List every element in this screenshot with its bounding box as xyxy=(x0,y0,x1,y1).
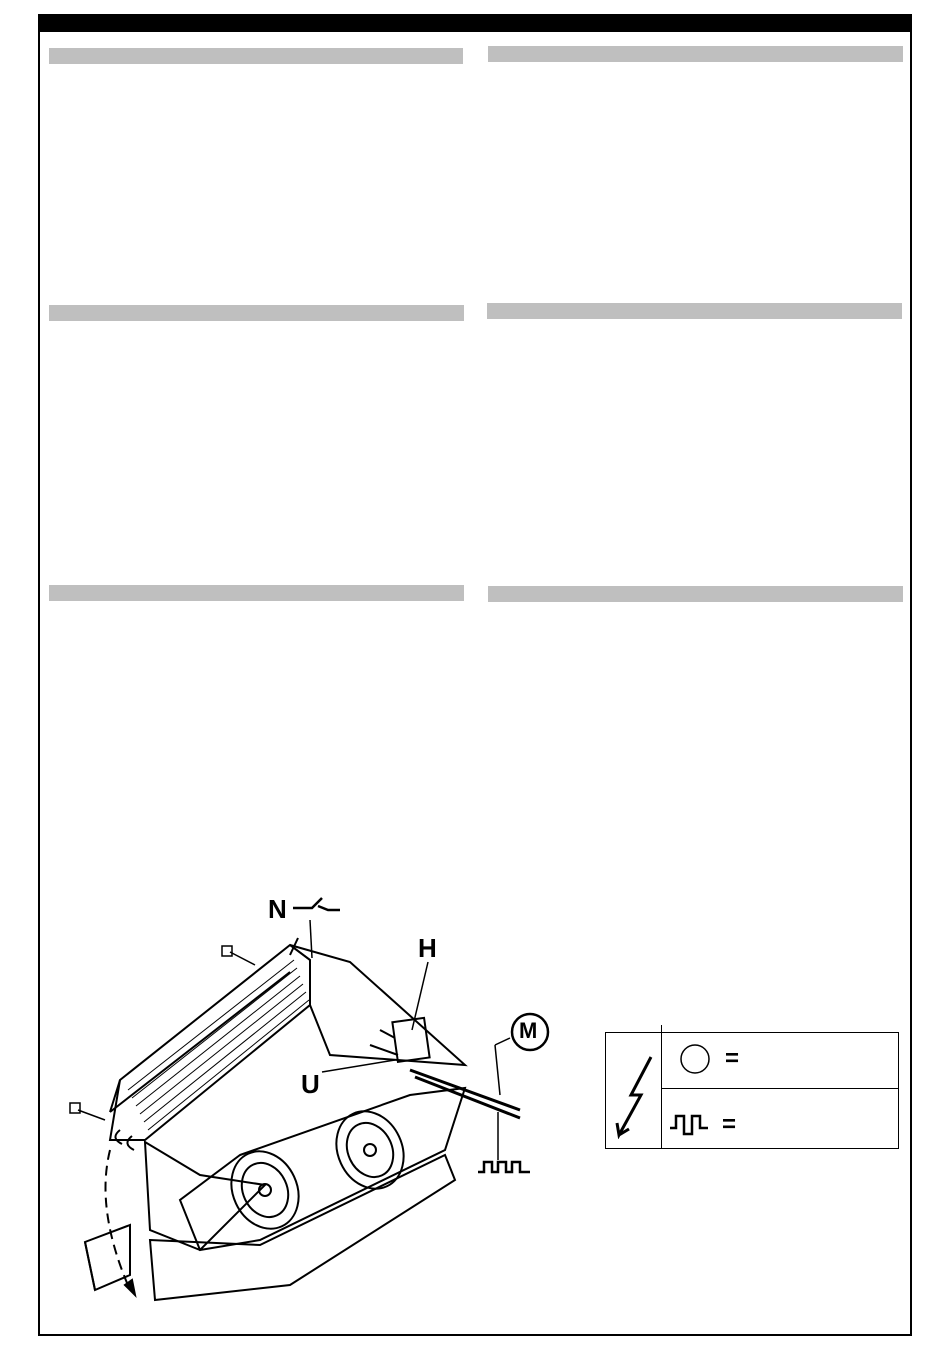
section-bar-left-1 xyxy=(49,48,463,64)
legend-row1-equals: = xyxy=(725,1045,740,1072)
label-u: U xyxy=(301,1069,320,1099)
legend-horizontal-divider xyxy=(661,1088,898,1089)
coil-housing xyxy=(110,945,310,1140)
drip-tray xyxy=(145,1142,265,1250)
square-wave-symbol xyxy=(478,1162,530,1172)
end-cover xyxy=(85,1225,130,1290)
label-m: M xyxy=(519,1018,538,1043)
leader-n xyxy=(310,920,312,958)
section-bar-left-3 xyxy=(49,585,464,601)
lightning-bolt-icon xyxy=(611,1055,655,1139)
section-bar-left-2 xyxy=(49,305,464,321)
label-n: N xyxy=(268,894,287,924)
leader-h xyxy=(412,962,428,1030)
fan-1 xyxy=(219,1140,311,1240)
electrical-box xyxy=(392,1018,429,1062)
fan-panel xyxy=(180,1088,465,1250)
circle-symbol-icon xyxy=(679,1043,711,1075)
coil-fins xyxy=(128,960,309,1130)
square-wave-icon xyxy=(668,1110,718,1140)
screw-left xyxy=(70,1103,105,1120)
screw-top xyxy=(222,946,255,965)
section-bar-right-1 xyxy=(488,46,903,62)
leader-u xyxy=(322,1060,395,1072)
bottom-tray xyxy=(150,1155,455,1300)
leader-m xyxy=(495,1038,510,1045)
section-bar-right-3 xyxy=(488,586,903,602)
legend-row2-equals: = xyxy=(722,1111,737,1138)
cable-bundle xyxy=(410,1070,520,1118)
hinge-arc xyxy=(106,1150,131,1290)
switch-symbol xyxy=(293,898,340,910)
fan-2 xyxy=(324,1100,416,1200)
label-h: H xyxy=(418,933,437,963)
top-header-bar xyxy=(38,14,912,32)
section-bar-right-2 xyxy=(487,303,902,319)
legend-vertical-divider xyxy=(661,1025,662,1149)
unit-cooler-illustration xyxy=(50,880,570,1320)
symbol-legend xyxy=(605,1032,899,1149)
